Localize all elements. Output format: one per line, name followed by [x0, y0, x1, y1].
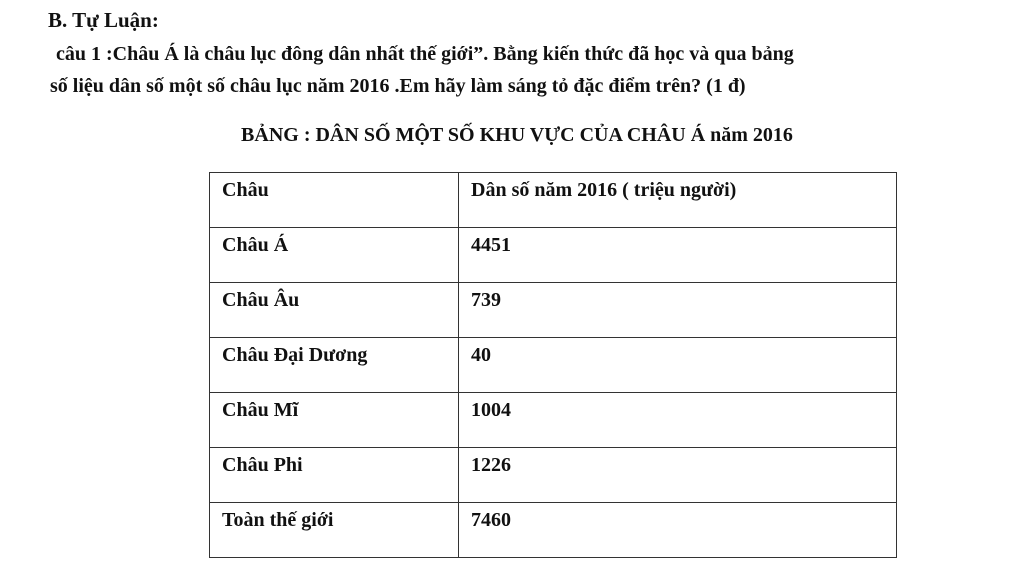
table-row [210, 448, 897, 503]
table-title: BẢNG : DÂN SỐ MỘT SỐ KHU VỰC CỦA CHÂU Á năm 2016 [241, 124, 793, 146]
section-heading: B. Tự Luận: [48, 8, 159, 32]
cell-continent: Châu Đại Dương [210, 338, 459, 393]
question-text [50, 38, 1010, 102]
cell-continent: Toàn thế giới [210, 503, 459, 558]
cell-population: 1004 [459, 393, 897, 448]
cell-continent: Châu Mĩ [210, 393, 459, 448]
cell-population: 739 [459, 283, 897, 338]
cell-continent: Châu Á [210, 228, 459, 283]
cell-population: 40 [459, 338, 897, 393]
table-row [210, 393, 897, 448]
table-row [210, 338, 897, 393]
cell-continent: Châu Phi [210, 448, 459, 503]
table-row [210, 503, 897, 558]
table-header-row [210, 173, 897, 228]
question-line-1: câu 1 :Châu Á là châu lục đông dân nhất thế giới”. Bằng kiến thức đã học và qua bảng [56, 43, 794, 65]
cell-population: 7460 [459, 503, 897, 558]
cell-population: 4451 [459, 228, 897, 283]
cell-population: 1226 [459, 448, 897, 503]
cell-continent: Châu Âu [210, 283, 459, 338]
header-population: Dân số năm 2016 ( triệu người) [459, 173, 897, 228]
table-row [210, 283, 897, 338]
header-continent: Châu [210, 173, 459, 228]
population-table [209, 172, 897, 558]
table-row [210, 228, 897, 283]
question-line-2: số liệu dân số một số châu lục năm 2016 .Em hãy làm sáng tỏ đặc điểm trên? (1 đ) [50, 75, 746, 97]
